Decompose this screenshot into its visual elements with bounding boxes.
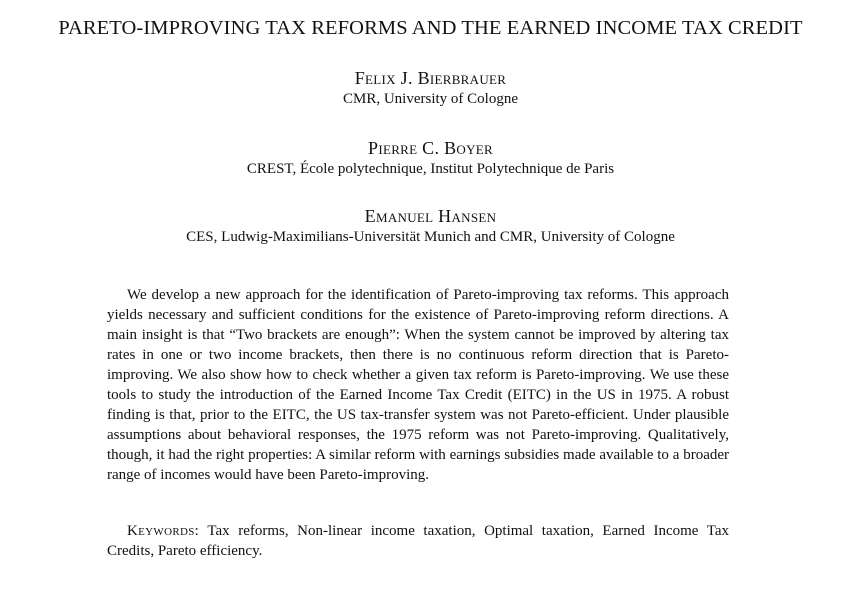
author-name: Emanuel Hansen	[364, 206, 497, 226]
abstract-paragraph: We develop a new approach for the identification of Pareto-improving tax reforms. This approach yields necessary and sufficient conditions for the existence of Pareto-improving reform directions. A main insight is that “Two brackets are enough”: When the system cannot be improved by altering tax rates in one or two income brackets, then there is no continuous reform direction that is Pareto-improving. We also show how to check whether a given tax reform is Pareto-improving. We use these tools to study the introduction of the Earned Income Tax Credit (EITC) in the US in 1975. A robust finding is that, prior to the EITC, the US tax-transfer system was not Pareto-efficient. Under plausible assumptions about behavioral responses, the 1975 reform was not Pareto-improving. Qualitatively, though, it had the right properties: A similar reform with earnings subsidies made available to a broader range of incomes would have been Pareto-improving.	[107, 287, 729, 483]
keywords-paragraph	[107, 521, 729, 561]
author-block	[0, 67, 861, 109]
author-affiliation: CMR, University of Cologne	[343, 91, 518, 107]
author-affiliation: CREST, École polytechnique, Institut Polytechnique de Paris	[246, 161, 615, 177]
paper-title: PARETO-IMPROVING TAX REFORMS AND THE EARNED INCOME TAX CREDIT	[58, 17, 803, 39]
author-affiliation: CES, Ludwig-Maximilians-Universität Munich and CMR, University of Cologne	[186, 229, 675, 245]
author-name: Felix J. Bierbrauer	[354, 68, 507, 88]
keywords-text: Tax reforms, Non-linear income taxation, Optimal taxation, Earned Income Tax Credits, Pareto efficiency.	[107, 523, 729, 559]
author-block	[0, 137, 861, 179]
keywords-label: Keywords:	[127, 523, 200, 539]
author-name: Pierre C. Boyer	[368, 138, 493, 158]
author-block	[0, 205, 861, 247]
